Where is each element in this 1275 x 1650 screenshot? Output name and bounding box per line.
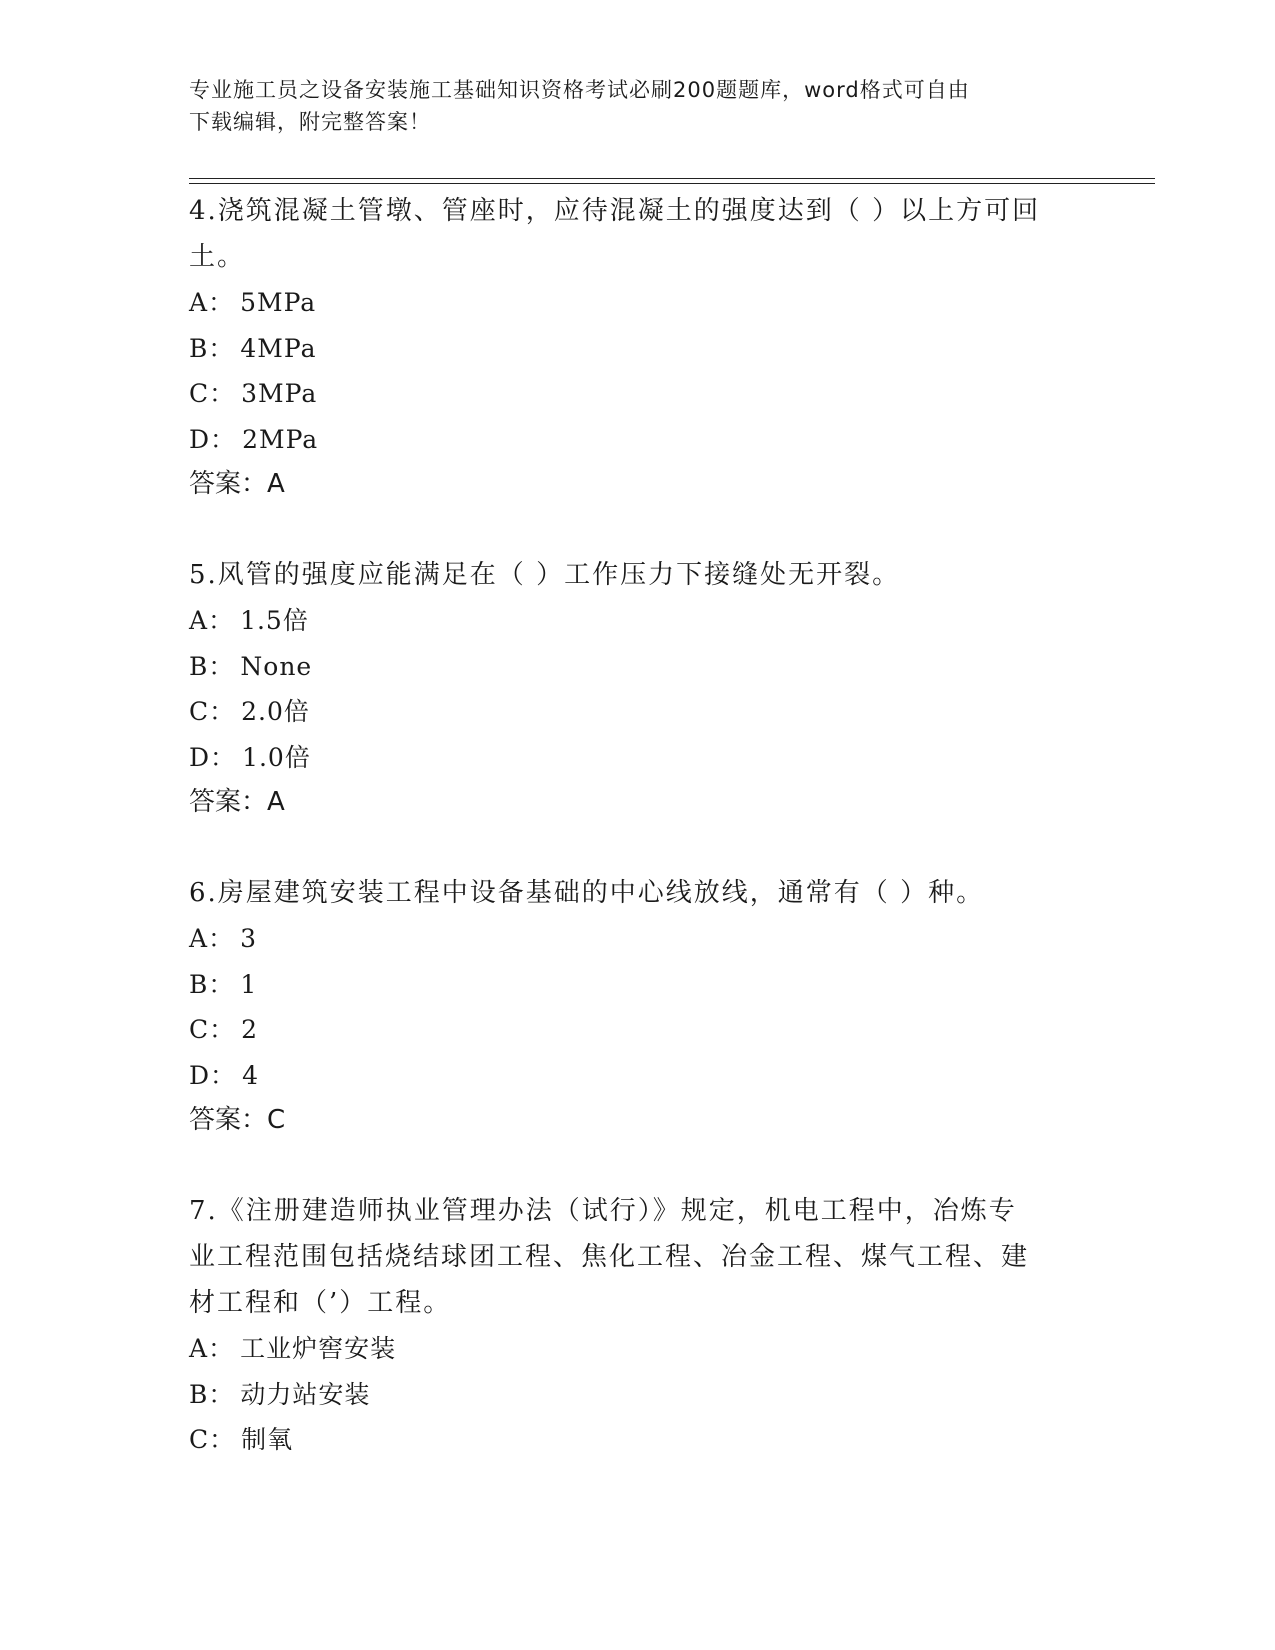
question-stem-line: 7.《注册建造师执业管理办法（试行）》规定，机电工程中，冶炼专: [189, 1196, 1017, 1226]
question-list: [189, 188, 1089, 1509]
option-separator: ：: [209, 697, 236, 726]
option-letter: B: [189, 651, 209, 681]
answer-line: 答案：C: [189, 1105, 286, 1135]
header-line-1: 专业施工员之设备安装施工基础知识资格考试必刷200题题库，word格式可自由: [189, 78, 970, 102]
header-divider-bottom: [189, 183, 1155, 184]
option-letter: D: [189, 424, 211, 454]
header-line-2: 下载编辑，附完整答案！: [189, 110, 431, 134]
option-d: [189, 1053, 1089, 1099]
option-separator: ：: [210, 1060, 237, 1090]
question-stem-line: 材工程和（’）工程。: [189, 1288, 452, 1318]
option-letter: A: [189, 288, 209, 317]
question-stem-line: 5.风管的强度应能满足在（ ）工作压力下接缝处无开裂。: [189, 560, 901, 590]
option-separator: ：: [208, 333, 235, 363]
option-c: [189, 1417, 1089, 1463]
option-d: [189, 417, 1089, 463]
option-separator: ：: [209, 379, 236, 408]
option-separator: ：: [208, 651, 235, 681]
answer-line: 答案：A: [189, 787, 285, 817]
option-text: 1.0倍: [242, 742, 311, 772]
option-separator: ：: [208, 1379, 235, 1409]
option-text: 4MPa: [240, 333, 317, 363]
option-letter: D: [189, 742, 211, 772]
option-text: 动力站安装: [240, 1379, 371, 1409]
answer-line: 答案：A: [189, 469, 285, 499]
option-letter: C: [189, 1425, 210, 1454]
option-b: [189, 644, 1089, 690]
option-a: [189, 916, 1089, 962]
option-letter: D: [189, 1060, 211, 1090]
question-stem-line: 土。: [189, 242, 246, 272]
option-separator: ：: [208, 288, 235, 317]
option-text: None: [240, 651, 313, 681]
option-separator: ：: [208, 606, 235, 635]
option-text: 2.0倍: [241, 697, 310, 726]
option-letter: A: [189, 1334, 209, 1363]
option-letter: A: [189, 606, 209, 635]
question-stem-line: 6.房屋建筑安装工程中设备基础的中心线放线，通常有（ ）种。: [189, 878, 985, 908]
option-text: 1.5倍: [240, 606, 309, 635]
option-letter: B: [189, 1379, 209, 1409]
option-text: 3MPa: [241, 379, 318, 408]
question-7: [189, 1188, 1089, 1463]
option-d: [189, 735, 1089, 781]
option-letter: B: [189, 969, 209, 999]
option-text: 2: [241, 1015, 259, 1044]
question-6: [189, 870, 1089, 1142]
option-b: [189, 1372, 1089, 1418]
option-b: [189, 326, 1089, 372]
question-5: [189, 552, 1089, 824]
option-letter: A: [189, 924, 209, 953]
option-a: [189, 280, 1089, 326]
option-text: 4: [242, 1060, 259, 1090]
option-c: [189, 689, 1089, 735]
option-separator: ：: [208, 1334, 235, 1363]
option-b: [189, 962, 1089, 1008]
option-text: 工业炉窖安装: [240, 1334, 397, 1363]
option-text: 5MPa: [240, 288, 317, 317]
option-letter: C: [189, 1015, 210, 1044]
option-separator: ：: [208, 969, 235, 999]
option-letter: B: [189, 333, 209, 363]
option-separator: ：: [210, 742, 237, 772]
option-c: [189, 371, 1089, 417]
option-separator: ：: [210, 424, 237, 454]
question-stem-line: 业工程范围包括烧结球团工程、焦化工程、冶金工程、煤气工程、建: [189, 1242, 1030, 1272]
question-4: [189, 188, 1089, 506]
question-stem-line: 4.浇筑混凝土管墩、管座时，应待混凝土的强度达到（ ）以上方可回: [189, 196, 1041, 226]
option-c: [189, 1007, 1089, 1053]
option-letter: C: [189, 379, 210, 408]
option-separator: ：: [209, 1015, 236, 1044]
document-header: [189, 74, 1089, 138]
option-separator: ：: [209, 1425, 236, 1454]
header-divider-top: [189, 178, 1155, 179]
option-separator: ：: [208, 924, 235, 953]
option-letter: C: [189, 697, 210, 726]
option-text: 1: [240, 969, 258, 999]
option-text: 制氧: [241, 1425, 294, 1454]
option-a: [189, 1326, 1089, 1372]
option-text: 3: [240, 924, 257, 953]
option-a: [189, 598, 1089, 644]
option-text: 2MPa: [242, 424, 319, 454]
